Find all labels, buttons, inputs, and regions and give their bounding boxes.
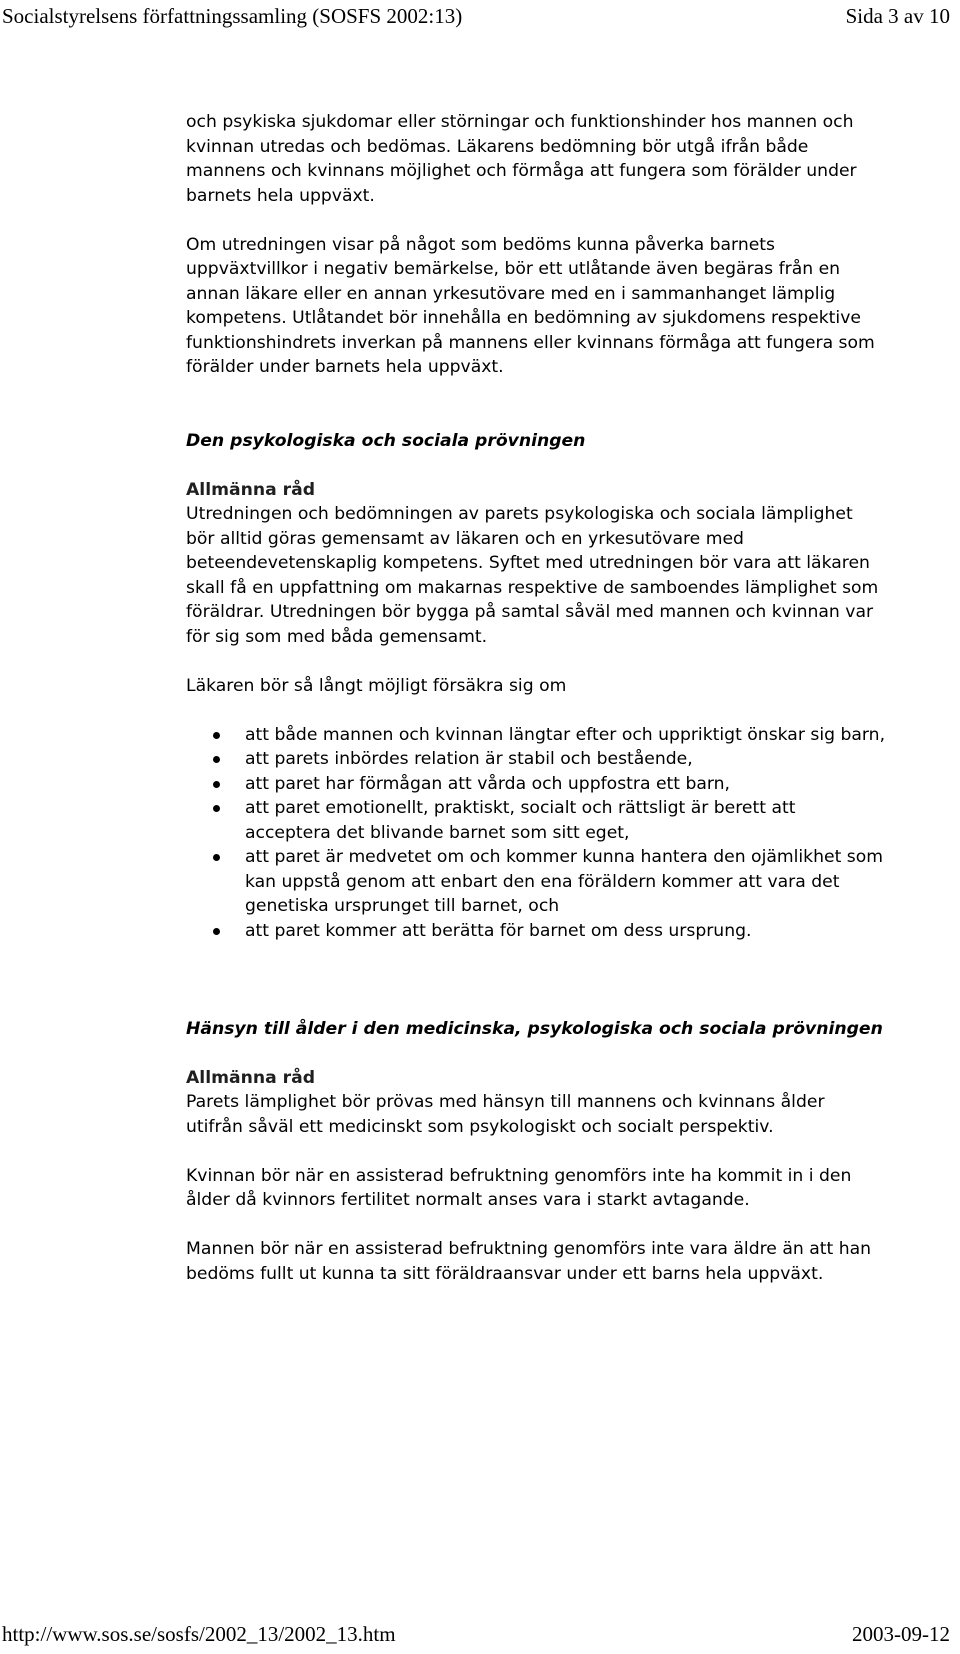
bullet-icon: [213, 854, 220, 861]
list-item-text: att paret emotionellt, praktiskt, socialt och rättsligt är berett att acceptera det blivande barnet som sitt eget,: [245, 798, 796, 843]
header-document-title: Socialstyrelsens författningssamling (SOSFS 2002:13): [2, 4, 463, 28]
bullet-icon: [213, 805, 220, 812]
bullet-icon: [213, 928, 220, 935]
list-item: [186, 845, 886, 919]
list-item-text: att paret har förmågan att vårda och uppfostra ett barn,: [245, 773, 731, 794]
paragraph-1: och psykiska sjukdomar eller störningar och funktionshinder hos mannen och kvinnan utredas och bedömas. Läkarens bedömning bör utgå ifrån både mannens och kvinnans möjlighet och förmåga att fungera som förälder under barnets hela uppväxt.: [186, 112, 857, 206]
paragraph-2: Om utredningen visar på något som bedöms kunna påverka barnets uppväxtvillkor i negativ bemärkelse, bör ett utlåtande även begäras från en annan läkare eller en annan yrkesutövare med en i sammanhanget lämplig kompetens. Utlåtandet bör innehålla en bedömning av sjukdomens respektive funktionshindrets inverkan på mannens eller kvinnans förmåga att fungera som förälder under barnets hela uppväxt.: [186, 234, 875, 377]
list-item-text: att parets inbördes relation är stabil och bestående,: [245, 749, 693, 769]
requirements-list: [186, 723, 886, 944]
advice-label-1: Allmänna råd: [186, 479, 316, 500]
list-item-text: att paret är medvetet om och kommer kunna hantera den ojämlikhet som kan uppstå genom att enbart den ena föräldern kommer att vara det genetiska ursprunget till barnet, och: [245, 847, 884, 916]
list-item: [186, 747, 886, 772]
paragraph-7: Mannen bör när en assisterad befruktning genomförs inte vara äldre än att han bedöms fullt ut kunna ta sitt föräldraansvar under ett barns hela uppväxt.: [186, 1239, 872, 1284]
list-item-text: att både mannen och kvinnan längtar efter och uppriktigt önskar sig barn,: [245, 724, 886, 745]
list-item: [186, 723, 886, 748]
paragraph-6: Kvinnan bör när en assisterad befruktning genomförs inte ha kommit in i den ålder då kvinnors fertilitet normalt anses vara i starkt avtagande.: [186, 1165, 852, 1210]
bullet-icon: [213, 781, 220, 788]
advice-label-2: Allmänna råd: [186, 1067, 316, 1088]
section-title-age: Hänsyn till ålder i den medicinska, psykologiska och sociala prövningen: [186, 1018, 883, 1039]
paragraph-4: Läkaren bör så långt möjligt försäkra sig om: [186, 675, 567, 696]
section-title-psychological-social: Den psykologiska och sociala prövningen: [186, 430, 586, 451]
footer-date: 2003-09-12: [852, 1622, 950, 1646]
bullet-icon: [213, 756, 220, 763]
list-item: [186, 772, 886, 797]
list-item: [186, 796, 886, 845]
document-body: [186, 110, 886, 1286]
header-page-number: Sida 3 av 10: [845, 4, 950, 28]
paragraph-3: Utredningen och bedömningen av parets psykologiska och sociala lämplighet bör alltid göras gemensamt av läkaren och en yrkesutövare med beteendevetenskaplig kompetens. Syftet med utredningen bör vara att läkaren skall få en uppfattning om makarnas respektive de samboendes lämplighet som föräldrar. Utredningen bör bygga på samtal såväl med mannen och kvinnan var för sig som med båda gemensamt.: [186, 504, 879, 647]
paragraph-5: Parets lämplighet bör prövas med hänsyn till mannens och kvinnans ålder utifrån såväl ett medicinskt som psykologiskt och socialt perspektiv.: [186, 1092, 825, 1137]
bullet-icon: [213, 732, 220, 739]
list-item-text: att paret kommer att berätta för barnet om dess ursprung.: [245, 920, 752, 941]
list-item: [186, 919, 886, 944]
footer-url: http://www.sos.se/sosfs/2002_13/2002_13.htm: [2, 1622, 396, 1646]
